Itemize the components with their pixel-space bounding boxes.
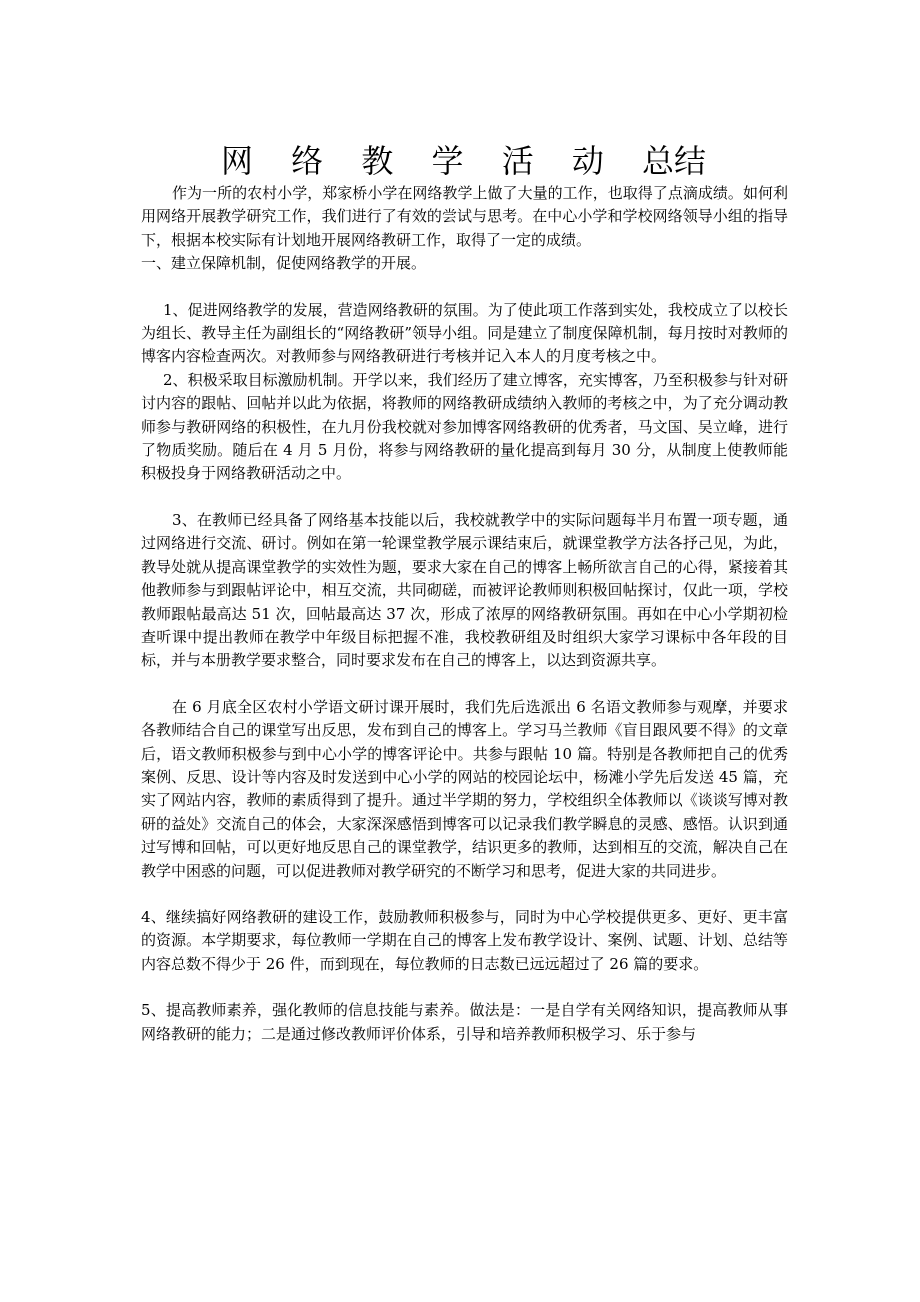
paragraph-1: 1、促进网络教学的发展，营造网络教研的氛围。为了使此项工作落到实处，我校成立了以校长为组长、教导主任为副组长的“网络教研”领导小组。同是建立了制度保障机制，每月按时对教师的博客内容检查两次。对教师参与网络教研进行考核并记入本人的月度考核之中。	[141, 300, 788, 366]
document-title	[221, 140, 788, 182]
title-tail: 总结	[642, 142, 707, 180]
title-spaced: 网 络 教 学 活 动	[221, 142, 643, 180]
paragraph-5: 4、继续搞好网络教研的建设工作，鼓励教师积极参与，同时为中心学校提供更多、更好、更丰富的资源。本学期要求，每位教师一学期在自己的博客上发布教学设计、案例、试题、计划、总结等内容总数不得少于 26 件，而到现在，每位教师的日志数已远远超过了 26 篇的要求。	[141, 907, 788, 973]
document-page	[141, 140, 788, 1046]
section-heading: 一、建立保障机制，促使网络教学的开展。	[141, 254, 427, 273]
paragraph-3: 3、在教师已经具备了网络基本技能以后，我校就教学中的实际问题每半月布置一项专题，通过网络进行交流、研讨。例如在第一轮课堂教学展示课结束后，就课堂教学方法各抒己见，为此，教导处就从提高课堂教学的实效性为题，要求大家在自己的博客上畅所欲言自己的心得，紧接着其他教师参与到跟帖评论中，相互交流，共同砌磋，而被评论教师则积极回帖探讨，仅此一项，学校教师跟帖最高达 51 次，回帖最高达 37 次，形成了浓厚的网络教研氛围。再如在中心小学期初检查听课中提出教师在教学中年级目标把握不准，我校教研组及时组织大家学习课标中各年段的目标，并与本册教学要求整合，同时要求发布在自己的博客上，以达到资源共享。	[141, 510, 788, 670]
intro-paragraph: 作为一所的农村小学，郑家桥小学在网络教学上做了大量的工作，也取得了点滴成绩。如何利用网络开展教学研究工作，我们进行了有效的尝试与思考。在中心小学和学校网络领导小组的指导下，根据本校实际有计划地开展网络教研工作，取得了一定的成绩。	[141, 184, 788, 249]
paragraph-2: 2、积极采取目标激励机制。开学以来，我们经历了建立博客，充实博客，乃至积极参与针对研讨内容的跟帖、回帖并以此为依据，将教师的网络教研成绩纳入教师的考核之中，为了充分调动教师参与教研网络的积极性，在九月份我校就对参加博客网络教研的优秀者，马文国、吴立峰，进行了物质奖励。随后在 4 月 5 月份，将参与网络教研的量化提高到每月 30 分，从制度上使教师能积极投身于网络教研活动之中。	[141, 370, 788, 483]
paragraph-4: 在 6 月底全区农村小学语文研讨课开展时，我们先后选派出 6 名语文教师参与观摩，并要求各教师结合自己的课堂写出反思，发布到自己的博客上。学习马兰教师《盲目跟风要不得》的文章后，语文教师积极参与到中心小学的博客评论中。共参与跟帖 10 篇。特别是各教师把自己的优秀案例、反思、设计等内容及时发送到中心小学的网站的校园论坛中，杨滩小学先后发送 45 篇，充实了网站内容，教师的素质得到了提升。通过半学期的努力，学校组织全体教师以《谈谈写博对教研的益处》交流自己的体会，大家深深感悟到博客可以记录我们教学瞬息的灵感、感悟。认识到通过写博和回帖，可以更好地反思自己的课堂教学，结识更多的教师，达到相互的交流，解决自己在教学中困惑的问题，可以促进教师对教学研究的不断学习和思考，促进大家的共同进步。	[141, 697, 788, 880]
paragraph-6: 5、提高教师素养，强化教师的信息技能与素养。做法是：一是自学有关网络知识，提高教师从事网络教研的能力；二是通过修改教师评价体系，引导和培养教师积极学习、乐于参与	[141, 1001, 788, 1043]
